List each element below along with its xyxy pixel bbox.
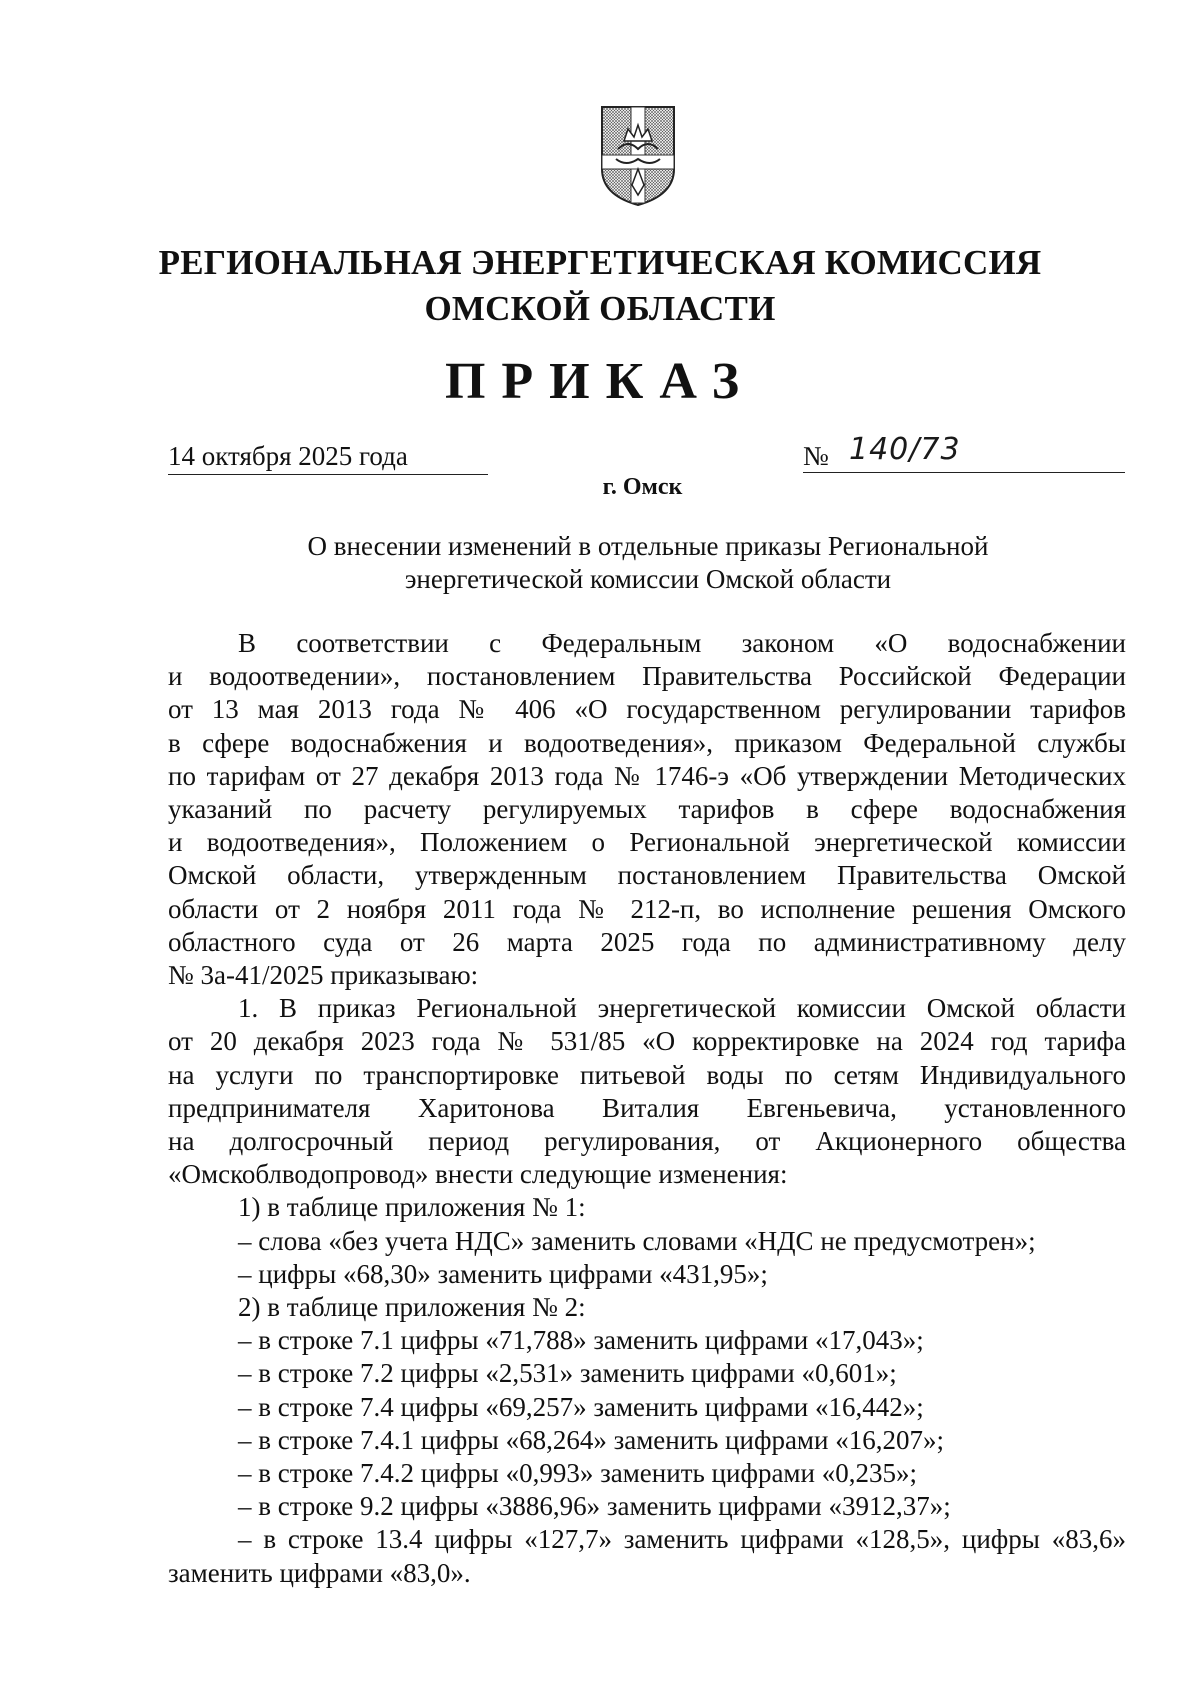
number-sign: № bbox=[803, 441, 829, 471]
text-line: № 3а-41/2025 приказываю: bbox=[168, 960, 479, 991]
last-amendment-paragraph bbox=[168, 1523, 1126, 1589]
list-item: – цифры «68,30» заменить цифрами «431,95»; bbox=[238, 1258, 768, 1289]
text-line: – в строке 13.4 цифры «127,7» заменить цифрами «128,5», цифры «83,6» bbox=[238, 1524, 1126, 1555]
city-label: г. Омск bbox=[602, 474, 683, 500]
order-number-field bbox=[803, 432, 1125, 473]
text-line: от 20 декабря 2023 года № 531/85 «О корректировке на 2024 год тарифа bbox=[168, 1026, 1126, 1057]
list-item: – в строке 7.4.1 цифры «68,264» заменить цифрами «16,207»; bbox=[238, 1424, 944, 1455]
text-line: предпринимателя Харитонова Виталия Евгеньевича, установленного bbox=[168, 1092, 1126, 1123]
text-line: Омской области, утвержденным постановлением Правительства Омской bbox=[168, 860, 1126, 891]
organization-name-line1: РЕГИОНАЛЬНАЯ ЭНЕРГЕТИЧЕСКАЯ КОМИССИЯ bbox=[158, 243, 1042, 282]
order-subject bbox=[0, 530, 1200, 596]
text-line: 1. В приказ Региональной энергетической комиссии Омской области bbox=[238, 993, 1126, 1024]
amendments-list bbox=[168, 1191, 1126, 1523]
text-line: области от 2 ноября 2011 года № 212-п, во исполнение решения Омского bbox=[168, 893, 1126, 924]
list-item: – слова «без учета НДС» заменить словами «НДС не предусмотрен»; bbox=[238, 1225, 1036, 1256]
text-line: указаний по расчету регулируемых тарифов в сфере водоснабжения bbox=[168, 794, 1126, 825]
text-line: «Омскоблводопровод» внести следующие изменения: bbox=[168, 1159, 788, 1190]
text-line: В соответствии с Федеральным законом «О водоснабжении bbox=[238, 628, 1126, 658]
document-type-title: ПРИКАЗ bbox=[444, 353, 756, 410]
order-number-handwritten: 140/73 bbox=[849, 432, 961, 467]
list-item: 1) в таблице приложения № 1: bbox=[238, 1192, 586, 1223]
text-line: от 13 мая 2013 года № 406 «О государственном регулировании тарифов bbox=[168, 694, 1126, 725]
organization-name-line2: ОМСКОЙ ОБЛАСТИ bbox=[424, 289, 776, 328]
omsk-coat-of-arms-icon bbox=[598, 103, 678, 209]
subject-line: О внесении изменений в отдельные приказы Региональной bbox=[307, 531, 989, 561]
preamble-paragraph bbox=[168, 627, 1126, 992]
list-item: 2) в таблице приложения № 2: bbox=[238, 1292, 586, 1323]
order-body bbox=[168, 627, 1126, 1590]
text-line: заменить цифрами «83,0». bbox=[168, 1557, 471, 1588]
list-item: – в строке 7.2 цифры «2,531» заменить цифрами «0,601»; bbox=[238, 1358, 897, 1389]
text-line: по тарифам от 27 декабря 2013 года № 1746-э «Об утверждении Методических bbox=[168, 760, 1126, 791]
text-line: на долгосрочный период регулирования, от Акционерного общества bbox=[168, 1126, 1126, 1157]
order-date: 14 октября 2025 года bbox=[168, 440, 488, 475]
text-line: и водоотведении», постановлением Правительства Российской Федерации bbox=[168, 661, 1126, 692]
text-line: областного суда от 26 марта 2025 года по административному делу bbox=[168, 926, 1126, 957]
list-item: – в строке 9.2 цифры «3886,96» заменить цифрами «3912,37»; bbox=[238, 1491, 951, 1522]
list-item: – в строке 7.4 цифры «69,257» заменить цифрами «16,442»; bbox=[238, 1391, 924, 1422]
list-item: – в строке 7.1 цифры «71,788» заменить цифрами «17,043»; bbox=[238, 1325, 924, 1356]
subject-line: энергетической комиссии Омской области bbox=[404, 564, 892, 594]
list-item: – в строке 7.4.2 цифры «0,993» заменить цифрами «0,235»; bbox=[238, 1458, 917, 1489]
text-line: на услуги по транспортировке питьевой воды по сетям Индивидуального bbox=[168, 1059, 1126, 1090]
text-line: в сфере водоснабжения и водоотведения», приказом Федеральной службы bbox=[168, 727, 1126, 758]
text-line: и водоотведения», Положением о Региональной энергетической комиссии bbox=[168, 827, 1126, 858]
clause-1-paragraph bbox=[168, 992, 1126, 1191]
